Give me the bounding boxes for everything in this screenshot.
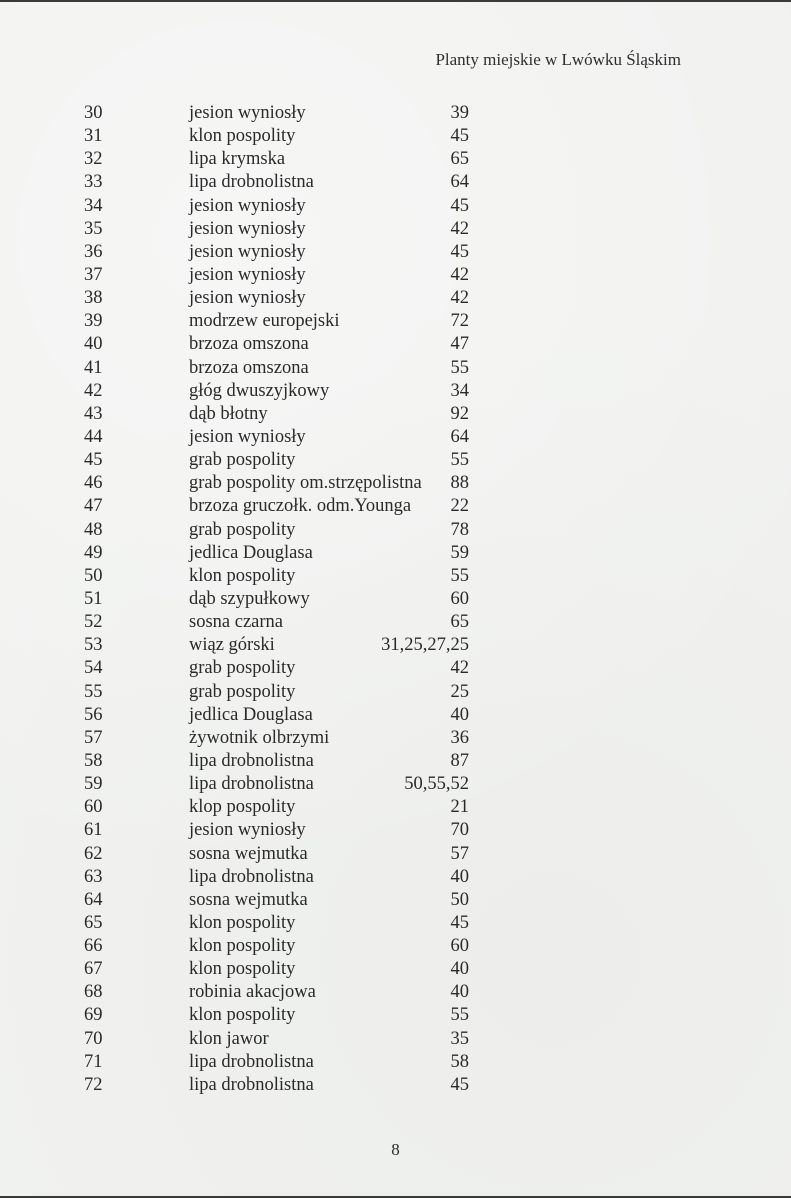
table-row [0, 889, 791, 912]
row-number: 60 [84, 797, 103, 818]
table-row [0, 495, 791, 518]
measurement-value: 42 [450, 264, 469, 285]
row-number: 39 [84, 311, 103, 332]
species-name: modrzew europejski [189, 311, 340, 332]
row-number: 71 [84, 1051, 103, 1072]
species-name: grab pospolity [189, 658, 296, 679]
measurement-value: 45 [450, 126, 469, 147]
page-top-edge [0, 0, 791, 2]
species-name: brzoza omszona [189, 357, 309, 378]
species-name: sosna wejmutka [189, 889, 308, 910]
row-number: 66 [84, 936, 103, 957]
measurement-value: 42 [450, 288, 469, 309]
measurement-value: 40 [450, 704, 469, 725]
row-number: 43 [84, 403, 103, 424]
measurement-value: 22 [450, 496, 469, 517]
row-number: 37 [84, 264, 103, 285]
table-row [0, 264, 791, 287]
measurement-value: 57 [450, 843, 469, 864]
table-row [0, 727, 791, 750]
table-row [0, 310, 791, 333]
table-row [0, 981, 791, 1004]
row-number: 68 [84, 982, 103, 1003]
row-number: 65 [84, 912, 103, 933]
measurement-value: 58 [450, 1051, 469, 1072]
page-number: 8 [391, 1140, 400, 1159]
row-number: 30 [84, 103, 103, 123]
table-row [0, 472, 791, 495]
row-number: 72 [84, 1074, 103, 1095]
row-number: 44 [84, 426, 103, 447]
row-number: 42 [84, 380, 103, 401]
species-name: lipa krymska [189, 149, 286, 170]
species-name: klon pospolity [189, 912, 296, 933]
measurement-value: 45 [450, 195, 469, 216]
measurement-value: 45 [450, 1074, 469, 1095]
row-number: 55 [84, 681, 103, 702]
measurement-value: 55 [450, 1005, 469, 1026]
measurement-value: 21 [450, 797, 469, 818]
species-name: lipa drobnolistna [189, 774, 314, 795]
row-number: 48 [84, 519, 103, 540]
table-row [0, 750, 791, 773]
row-number: 51 [84, 588, 103, 609]
table-row [0, 1028, 791, 1051]
species-name: sosna czarna [189, 612, 283, 633]
measurement-value: 31,25,27,25 [381, 635, 469, 656]
table-row [0, 912, 791, 935]
table-row [0, 102, 791, 125]
row-number: 57 [84, 727, 103, 748]
running-header: Planty miejskie w Lwówku Śląskim [435, 50, 681, 69]
row-number: 46 [84, 473, 103, 494]
species-name: jesion wyniosły [189, 264, 306, 285]
table-row [0, 935, 791, 958]
table-row [0, 565, 791, 588]
table-row [0, 519, 791, 542]
species-name: dąb błotny [189, 403, 268, 424]
measurement-value: 47 [450, 334, 469, 355]
table-row [0, 634, 791, 657]
species-name: lipa drobnolistna [189, 866, 314, 887]
row-number: 52 [84, 612, 103, 633]
table-row [0, 773, 791, 796]
measurement-value: 78 [450, 519, 469, 540]
row-number: 34 [84, 195, 103, 216]
species-name: jesion wyniosły [189, 103, 306, 123]
species-name: klop pospolity [189, 797, 296, 818]
table-row [0, 611, 791, 634]
measurement-value: 87 [450, 750, 469, 771]
measurement-value: 50 [450, 889, 469, 910]
measurement-value: 39 [450, 103, 469, 123]
measurement-value: 72 [450, 311, 469, 332]
species-name: jesion wyniosły [189, 288, 306, 309]
measurement-value: 40 [450, 866, 469, 887]
species-name: grab pospolity [189, 450, 296, 471]
species-name: brzoza gruczołk. odm.Younga [189, 496, 412, 517]
measurement-value: 36 [450, 727, 469, 748]
measurement-value: 42 [450, 218, 469, 239]
species-name: jesion wyniosły [189, 426, 306, 447]
row-number: 58 [84, 750, 103, 771]
measurement-value: 65 [450, 612, 469, 633]
table-row [0, 241, 791, 264]
table-row [0, 796, 791, 819]
row-number: 41 [84, 357, 103, 378]
row-number: 59 [84, 774, 103, 795]
table-row [0, 426, 791, 449]
row-number: 38 [84, 288, 103, 309]
table-row [0, 403, 791, 426]
table-row [0, 681, 791, 704]
species-name: klon pospolity [189, 1005, 296, 1026]
species-name: jesion wyniosły [189, 218, 306, 239]
row-number: 56 [84, 704, 103, 725]
measurement-value: 55 [450, 357, 469, 378]
table-row [0, 542, 791, 565]
row-number: 50 [84, 565, 103, 586]
species-name: robinia akacjowa [189, 982, 316, 1003]
species-name: klon pospolity [189, 959, 296, 980]
species-name: jesion wyniosły [189, 241, 306, 262]
species-name: dąb szypułkowy [189, 588, 310, 609]
row-number: 70 [84, 1028, 103, 1049]
row-number: 64 [84, 889, 103, 910]
table-row [0, 704, 791, 727]
table-row [0, 843, 791, 866]
row-number: 49 [84, 542, 103, 563]
measurement-value: 64 [450, 172, 469, 193]
row-number: 62 [84, 843, 103, 864]
species-name: klon pospolity [189, 936, 296, 957]
measurement-value: 40 [450, 959, 469, 980]
species-name: jesion wyniosły [189, 820, 306, 841]
measurement-value: 42 [450, 658, 469, 679]
measurement-value: 45 [450, 912, 469, 933]
row-number: 31 [84, 126, 103, 147]
row-number: 69 [84, 1005, 103, 1026]
species-name: brzoza omszona [189, 334, 309, 355]
species-name: lipa drobnolistna [189, 750, 314, 771]
measurement-value: 64 [450, 426, 469, 447]
table-row [0, 287, 791, 310]
species-name: sosna wejmutka [189, 843, 308, 864]
species-name: lipa drobnolistna [189, 1074, 314, 1095]
row-number: 63 [84, 866, 103, 887]
species-name: klon jawor [189, 1028, 269, 1049]
table-row [0, 866, 791, 889]
table-row [0, 819, 791, 842]
table-row [0, 380, 791, 403]
row-number: 67 [84, 959, 103, 980]
species-name: jesion wyniosły [189, 195, 306, 216]
table-row [0, 1004, 791, 1027]
measurement-value: 35 [450, 1028, 469, 1049]
table-row [0, 218, 791, 241]
measurement-value: 55 [450, 450, 469, 471]
species-name: żywotnik olbrzymi [189, 727, 330, 748]
measurement-value: 65 [450, 149, 469, 170]
row-number: 45 [84, 450, 103, 471]
row-number: 33 [84, 172, 103, 193]
table-row [0, 1074, 791, 1097]
measurement-value: 92 [450, 403, 469, 424]
measurement-value: 60 [450, 936, 469, 957]
measurement-value: 45 [450, 241, 469, 262]
measurement-value: 25 [450, 681, 469, 702]
measurement-value: 70 [450, 820, 469, 841]
table-row [0, 958, 791, 981]
table-row [0, 333, 791, 356]
species-name: grab pospolity [189, 519, 296, 540]
species-name: jedlica Douglasa [189, 704, 313, 725]
table-row [0, 357, 791, 380]
row-number: 47 [84, 496, 103, 517]
species-name: jedlica Douglasa [189, 542, 313, 563]
row-number: 40 [84, 334, 103, 355]
measurement-value: 60 [450, 588, 469, 609]
table-row [0, 195, 791, 218]
species-name: klon pospolity [189, 565, 296, 586]
table-row [0, 171, 791, 194]
measurement-value: 50,55,52 [404, 774, 469, 795]
species-name: grab pospolity om.strzępolistna [189, 473, 422, 494]
measurement-value: 88 [450, 473, 469, 494]
row-number: 61 [84, 820, 103, 841]
row-number: 32 [84, 149, 103, 170]
row-number: 53 [84, 635, 103, 656]
table-row [0, 588, 791, 611]
table-row [0, 125, 791, 148]
tree-inventory-table [0, 102, 791, 1097]
table-row [0, 449, 791, 472]
species-name: lipa drobnolistna [189, 1051, 314, 1072]
species-name: lipa drobnolistna [189, 172, 314, 193]
species-name: głóg dwuszyjkowy [189, 380, 330, 401]
table-row [0, 657, 791, 680]
measurement-value: 34 [450, 380, 469, 401]
measurement-value: 55 [450, 565, 469, 586]
species-name: wiąz górski [189, 635, 275, 656]
species-name: grab pospolity [189, 681, 296, 702]
measurement-value: 40 [450, 982, 469, 1003]
species-name: klon pospolity [189, 126, 296, 147]
row-number: 36 [84, 241, 103, 262]
row-number: 35 [84, 218, 103, 239]
measurement-value: 59 [450, 542, 469, 563]
table-row [0, 148, 791, 171]
row-number: 54 [84, 658, 103, 679]
table-row [0, 1051, 791, 1074]
